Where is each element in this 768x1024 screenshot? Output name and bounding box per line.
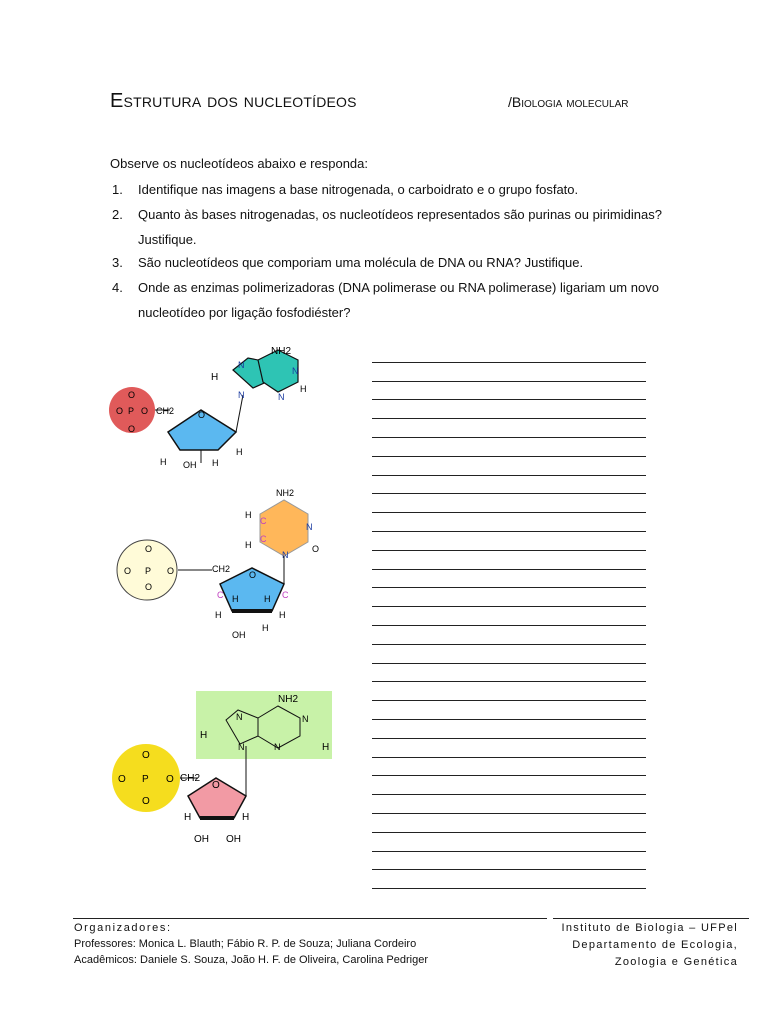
question-number: 2. [112, 207, 123, 222]
svg-text:N: N [282, 550, 289, 560]
question-1 [110, 177, 670, 202]
answer-line[interactable] [372, 701, 646, 720]
answer-line[interactable] [372, 570, 646, 589]
svg-text:O: O [145, 544, 153, 554]
svg-text:NH2: NH2 [276, 488, 295, 498]
question-text: Quanto às bases nitrogenadas, os nucleotídeos representados são purinas ou pirimidinas? Justifique. [138, 207, 662, 247]
answer-line[interactable] [372, 645, 646, 664]
svg-text:NH2: NH2 [278, 694, 299, 705]
svg-text:O: O [142, 750, 150, 761]
svg-text:H: H [242, 812, 250, 823]
answer-line[interactable] [372, 758, 646, 777]
svg-text:P: P [128, 406, 135, 416]
answer-line[interactable] [372, 870, 646, 889]
department-line: Zoologia e Genética [614, 956, 738, 968]
answer-line[interactable] [372, 626, 646, 645]
answer-line[interactable] [372, 363, 646, 382]
nucleotide-figure-2 [112, 486, 332, 646]
svg-text:H: H [211, 372, 219, 383]
nitrogen-base [196, 691, 332, 759]
answer-line[interactable] [372, 814, 646, 833]
svg-text:OH: OH [183, 460, 197, 470]
svg-text:OH: OH [226, 834, 241, 845]
svg-text:H: H [279, 610, 286, 620]
department-line: Departamento de Ecologia, [572, 939, 738, 951]
footer-divider [73, 918, 547, 919]
footer-institution [562, 920, 739, 971]
svg-text:N: N [306, 522, 313, 532]
svg-text:N: N [238, 390, 245, 400]
answer-line[interactable] [372, 682, 646, 701]
svg-text:C: C [217, 590, 224, 600]
svg-text:O: O [312, 544, 320, 554]
svg-text:N: N [292, 366, 299, 376]
svg-text:O: O [145, 582, 153, 592]
svg-text:H: H [264, 594, 271, 604]
page-subtitle: /Biologia molecular [508, 94, 629, 110]
answer-line[interactable] [372, 795, 646, 814]
svg-text:O: O [166, 774, 174, 785]
footer-organizers [74, 920, 428, 968]
nucleotide-figure-1 [108, 340, 320, 480]
svg-text:O: O [198, 410, 206, 420]
svg-text:C: C [282, 590, 289, 600]
svg-text:H: H [212, 458, 219, 468]
svg-text:O: O [142, 796, 150, 807]
svg-text:H: H [232, 594, 239, 604]
answer-line[interactable] [372, 532, 646, 551]
svg-text:NH2: NH2 [271, 346, 292, 357]
svg-text:O: O [249, 570, 257, 580]
answer-line[interactable] [372, 588, 646, 607]
answer-line[interactable] [372, 551, 646, 570]
svg-text:CH2: CH2 [212, 564, 231, 574]
answer-line[interactable] [372, 344, 646, 363]
question-text: Onde as enzimas polimerizadoras (DNA polimerase ou RNA polimerase) ligariam um novo nucleotídeo por ligação fosfodiéster? [138, 280, 659, 320]
svg-text:O: O [141, 406, 149, 416]
svg-text:H: H [245, 510, 252, 520]
question-number: 4. [112, 280, 123, 295]
students-line: Acadêmicos: Daniele S. Souza, João H. F. de Oliveira, Carolina Pedriger [74, 954, 429, 966]
question-text: Identifique nas imagens a base nitrogenada, o carboidrato e o grupo fosfato. [138, 182, 579, 197]
svg-text:O: O [124, 566, 132, 576]
svg-text:H: H [300, 384, 307, 394]
answer-line[interactable] [372, 776, 646, 795]
question-number: 1. [112, 182, 123, 197]
question-4 [110, 275, 670, 325]
answer-line[interactable] [372, 419, 646, 438]
question-number: 3. [112, 255, 123, 270]
svg-text:C: C [260, 516, 267, 526]
footer-divider [553, 918, 749, 919]
svg-text:O: O [167, 566, 175, 576]
svg-text:OH: OH [194, 834, 209, 845]
answer-line[interactable] [372, 476, 646, 495]
svg-text:P: P [142, 774, 149, 785]
svg-text:H: H [200, 730, 208, 741]
institute-line: Instituto de Biologia – UFPel [561, 922, 738, 934]
svg-text:H: H [245, 540, 252, 550]
answer-line[interactable] [372, 607, 646, 626]
answer-line[interactable] [372, 457, 646, 476]
intro-text: Observe os nucleotídeos abaixo e responda: [110, 156, 369, 171]
svg-text:N: N [238, 360, 245, 370]
svg-text:P: P [145, 566, 152, 576]
svg-text:CH2: CH2 [156, 406, 175, 416]
organizers-heading: Organizadores: [74, 922, 172, 934]
answer-line[interactable] [372, 400, 646, 419]
svg-text:H: H [262, 623, 269, 633]
answer-line[interactable] [372, 664, 646, 683]
answer-line[interactable] [372, 739, 646, 758]
svg-text:O: O [212, 780, 220, 791]
svg-text:O: O [128, 424, 136, 434]
svg-text:H: H [322, 742, 330, 753]
answer-lines[interactable] [372, 344, 646, 889]
svg-text:O: O [116, 406, 124, 416]
svg-text:N: N [278, 392, 285, 402]
question-2 [110, 202, 670, 252]
svg-text:N: N [302, 714, 309, 724]
answer-line[interactable] [372, 382, 646, 401]
answer-line[interactable] [372, 438, 646, 457]
answer-line[interactable] [372, 494, 646, 513]
svg-text:H: H [160, 457, 167, 467]
question-3 [110, 250, 670, 275]
svg-text:C: C [260, 534, 267, 544]
svg-text:H: H [215, 610, 222, 620]
answer-line[interactable] [372, 720, 646, 739]
nucleotide-figure-3 [108, 688, 336, 848]
professors-line: Professores: Monica L. Blauth; Fábio R. P. de Souza; Juliana Cordeiro [74, 938, 417, 950]
svg-text:O: O [118, 774, 126, 785]
answer-line[interactable] [372, 852, 646, 871]
question-text: São nucleotídeos que comporiam uma molécula de DNA ou RNA? Justifique. [138, 255, 584, 270]
nitrogen-base [260, 500, 308, 556]
page-title: Estrutura dos nucleotídeos [110, 90, 357, 112]
svg-text:N: N [274, 742, 281, 752]
svg-text:N: N [236, 712, 243, 722]
svg-text:OH: OH [232, 630, 246, 640]
answer-line[interactable] [372, 833, 646, 852]
svg-text:CH2: CH2 [180, 773, 201, 784]
svg-text:H: H [236, 447, 243, 457]
answer-line[interactable] [372, 513, 646, 532]
svg-text:N: N [238, 742, 245, 752]
svg-text:H: H [184, 812, 192, 823]
svg-text:O: O [128, 390, 136, 400]
